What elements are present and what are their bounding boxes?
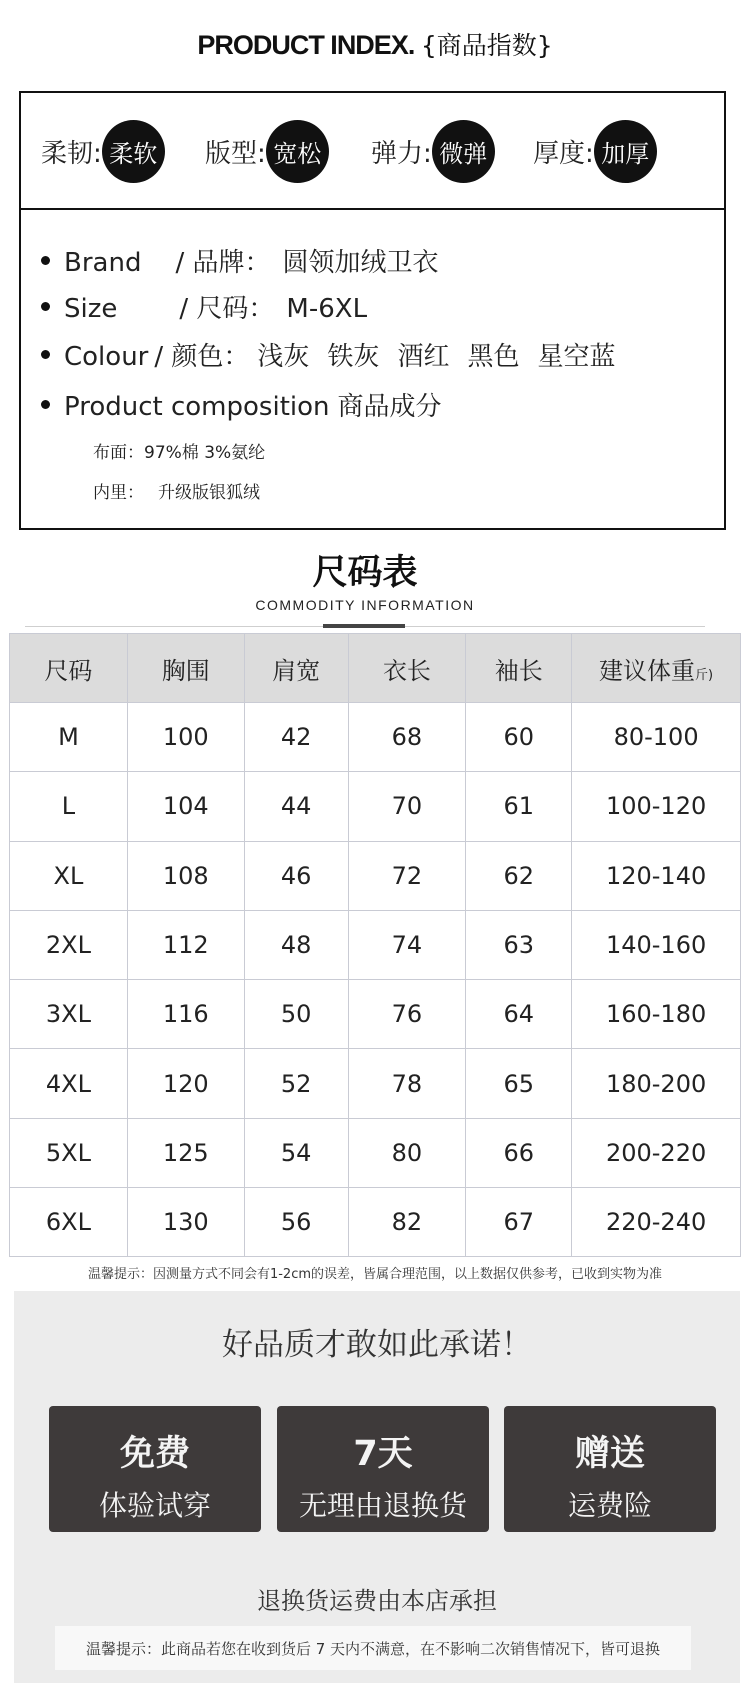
cell-length: 82 bbox=[348, 1188, 466, 1257]
cell-shoulder: 42 bbox=[244, 703, 348, 772]
spec-brand-cn: / 品牌： bbox=[175, 248, 271, 278]
cell-sleeve: 62 bbox=[466, 841, 572, 910]
cell-chest: 120 bbox=[127, 1049, 244, 1118]
cell-weight: 180-200 bbox=[572, 1049, 741, 1118]
spec-size-value: M-6XL bbox=[286, 294, 368, 324]
table-row bbox=[10, 1118, 741, 1187]
cell-shoulder: 44 bbox=[244, 772, 348, 841]
cell-shoulder: 56 bbox=[244, 1188, 348, 1257]
colour-option: 铁灰 bbox=[327, 342, 380, 372]
cell-chest: 116 bbox=[127, 980, 244, 1049]
cell-sleeve: 67 bbox=[466, 1188, 572, 1257]
spec-colour bbox=[41, 336, 615, 373]
header-length: 衣长 bbox=[348, 634, 466, 703]
size-chart-subtitle: COMMODITY INFORMATION bbox=[255, 597, 475, 613]
cell-size: XL bbox=[10, 841, 128, 910]
colour-option: 黑色 bbox=[467, 342, 520, 372]
cell-size: 6XL bbox=[10, 1188, 128, 1257]
cell-chest: 100 bbox=[127, 703, 244, 772]
promise-card-headline: 免费 bbox=[119, 1434, 190, 1474]
promise-card-headline: 赠送 bbox=[574, 1434, 645, 1474]
cell-weight: 100-120 bbox=[572, 772, 741, 841]
spec-lining-label: 内里： bbox=[93, 483, 144, 503]
cell-shoulder: 48 bbox=[244, 910, 348, 979]
size-table bbox=[9, 633, 741, 1257]
spec-fabric-value: 97%棉 3%氨纶 bbox=[144, 443, 266, 463]
product-index-title-cn: {商品指数} bbox=[420, 31, 553, 60]
header-weight bbox=[572, 634, 741, 703]
index-item-softness bbox=[41, 120, 165, 182]
cell-sleeve: 60 bbox=[466, 703, 572, 772]
cell-size: M bbox=[10, 703, 128, 772]
promise-card-detail: 运费险 bbox=[567, 1489, 652, 1522]
cell-weight: 140-160 bbox=[572, 910, 741, 979]
cell-size: 2XL bbox=[10, 910, 128, 979]
spec-lining bbox=[93, 478, 260, 503]
cell-size: L bbox=[10, 772, 128, 841]
promise-card-shipping-insurance bbox=[504, 1406, 716, 1532]
cell-size: 5XL bbox=[10, 1118, 128, 1187]
table-row bbox=[10, 1049, 741, 1118]
bullet-icon bbox=[41, 256, 50, 265]
cell-size: 3XL bbox=[10, 980, 128, 1049]
size-chart-title: 尺码表 bbox=[312, 553, 418, 593]
spec-composition-cn: 商品成分 bbox=[337, 392, 442, 422]
cell-chest: 130 bbox=[127, 1188, 244, 1257]
promise-card-detail: 无理由退换货 bbox=[298, 1489, 467, 1522]
spec-size-en: Size bbox=[64, 294, 118, 324]
spec-size-cn: / 尺码： bbox=[179, 294, 275, 324]
spec-colour-cn: / 颜色： bbox=[154, 342, 250, 372]
product-index-row bbox=[21, 93, 724, 210]
product-index-title bbox=[0, 26, 750, 62]
product-index-box bbox=[19, 91, 726, 530]
cell-weight: 80-100 bbox=[572, 703, 741, 772]
promise-card-7-day-return bbox=[277, 1406, 489, 1532]
index-value-badge: 加厚 bbox=[594, 120, 657, 183]
bullet-icon bbox=[41, 350, 50, 359]
cell-weight: 220-240 bbox=[572, 1188, 741, 1257]
cell-sleeve: 63 bbox=[466, 910, 572, 979]
size-note: 温馨提示：因测量方式不同会有1-2cm的误差，皆属合理范围，以上数据仅供参考，已收到实物为准 bbox=[87, 1267, 663, 1282]
index-label: 柔韧: bbox=[41, 138, 102, 169]
cell-length: 78 bbox=[348, 1049, 466, 1118]
spec-fabric-label: 布面： bbox=[93, 443, 144, 463]
spec-fabric bbox=[93, 438, 265, 463]
cell-length: 74 bbox=[348, 910, 466, 979]
table-row bbox=[10, 841, 741, 910]
header-sleeve: 袖长 bbox=[466, 634, 572, 703]
cell-shoulder: 54 bbox=[244, 1118, 348, 1187]
header-size: 尺码 bbox=[10, 634, 128, 703]
promise-card-headline: 7天 bbox=[353, 1434, 413, 1474]
spec-list bbox=[21, 210, 724, 528]
spec-composition bbox=[41, 386, 442, 423]
bullet-icon bbox=[41, 400, 50, 409]
cell-sleeve: 64 bbox=[466, 980, 572, 1049]
colour-option: 浅灰 bbox=[257, 342, 310, 372]
header-shoulder: 肩宽 bbox=[244, 634, 348, 703]
header-weight-label: 建议体重 bbox=[599, 656, 696, 685]
cell-length: 70 bbox=[348, 772, 466, 841]
header-chest: 胸围 bbox=[127, 634, 244, 703]
spec-size bbox=[41, 288, 367, 325]
cell-shoulder: 52 bbox=[244, 1049, 348, 1118]
table-row bbox=[10, 910, 741, 979]
cell-weight: 120-140 bbox=[572, 841, 741, 910]
cell-chest: 104 bbox=[127, 772, 244, 841]
colour-option: 酒红 bbox=[397, 342, 450, 372]
header-weight-unit: 斤) bbox=[695, 667, 714, 683]
cell-weight: 200-220 bbox=[572, 1118, 741, 1187]
index-item-fit bbox=[205, 120, 329, 182]
cell-size: 4XL bbox=[10, 1049, 128, 1118]
index-label: 厚度: bbox=[533, 138, 594, 169]
index-label: 版型: bbox=[205, 138, 266, 169]
colour-option: 星空蓝 bbox=[537, 342, 616, 372]
promise-footer: 退换货运费由本店承担 bbox=[257, 1587, 497, 1615]
promise-title: 好品质才敢如此承诺！ bbox=[222, 1327, 532, 1363]
cell-sleeve: 61 bbox=[466, 772, 572, 841]
spec-lining-value: 升级版银狐绒 bbox=[158, 483, 260, 503]
product-index-title-en: PRODUCT INDEX. bbox=[197, 30, 415, 60]
cell-sleeve: 66 bbox=[466, 1118, 572, 1187]
index-value-badge: 微弹 bbox=[432, 120, 495, 183]
spec-colour-en: Colour bbox=[64, 342, 149, 372]
cell-shoulder: 46 bbox=[244, 841, 348, 910]
cell-shoulder: 50 bbox=[244, 980, 348, 1049]
promise-panel bbox=[14, 1291, 740, 1683]
cell-length: 72 bbox=[348, 841, 466, 910]
spec-brand-en: Brand bbox=[64, 248, 142, 278]
table-row bbox=[10, 703, 741, 772]
index-item-thickness bbox=[533, 120, 657, 182]
table-row bbox=[10, 772, 741, 841]
index-item-elasticity bbox=[371, 120, 495, 182]
table-row bbox=[10, 980, 741, 1049]
table-row bbox=[10, 1188, 741, 1257]
divider-accent bbox=[323, 624, 405, 628]
promise-card-free-trial bbox=[49, 1406, 261, 1532]
cell-sleeve: 65 bbox=[466, 1049, 572, 1118]
cell-chest: 108 bbox=[127, 841, 244, 910]
cell-length: 80 bbox=[348, 1118, 466, 1187]
spec-brand-value: 圆领加绒卫衣 bbox=[282, 248, 439, 278]
cell-length: 76 bbox=[348, 980, 466, 1049]
index-label: 弹力: bbox=[371, 138, 432, 169]
cell-length: 68 bbox=[348, 703, 466, 772]
cell-chest: 125 bbox=[127, 1118, 244, 1187]
spec-brand bbox=[41, 242, 439, 279]
cell-chest: 112 bbox=[127, 910, 244, 979]
cell-weight: 160-180 bbox=[572, 980, 741, 1049]
promise-card-detail: 体验试穿 bbox=[98, 1489, 211, 1522]
index-value-badge: 柔软 bbox=[102, 120, 165, 183]
promise-notice: 温馨提示：此商品若您在收到货后 7 天内不满意，在不影响二次销售情况下，皆可退换 bbox=[55, 1626, 691, 1670]
spec-composition-en: Product composition bbox=[64, 392, 330, 422]
bullet-icon bbox=[41, 302, 50, 311]
index-value-badge: 宽松 bbox=[266, 120, 329, 183]
table-header-row bbox=[10, 634, 741, 703]
